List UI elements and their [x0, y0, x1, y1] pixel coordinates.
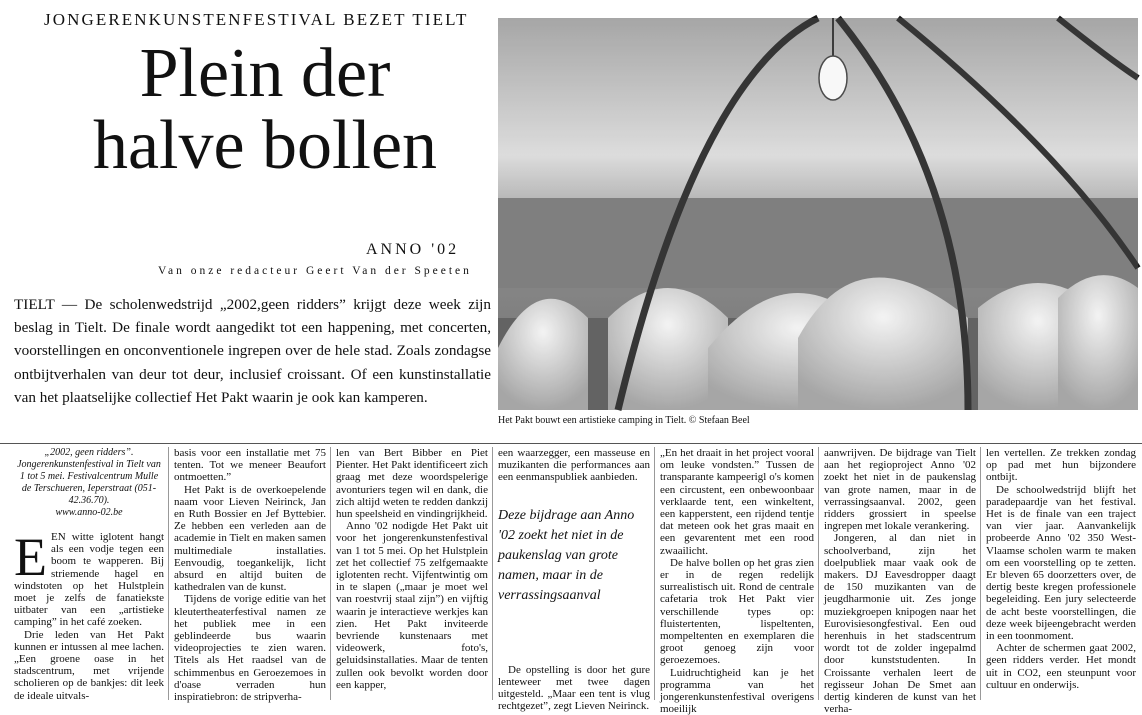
headline-line-2: halve bollen	[92, 107, 438, 184]
column-5-paragraph-3: Luidruchtigheid kan je het programma van het jongerenkunstenfestival overigens moeilijk	[660, 666, 814, 715]
byline: Van onze redacteur Geert Van der Speeten	[158, 265, 472, 277]
info-box	[14, 447, 164, 519]
column-divider	[330, 447, 331, 700]
article-headline	[40, 35, 490, 184]
column-4-paragraph-2: De opstelling is door het gure lenteweer met twee dagen uitgesteld. „Maar een tent is vlug rechtgezet”, zegt Lieven Neirinck.	[498, 663, 650, 713]
lead-paragraph: TIELT — De scholenwedstrijd „2002,geen ridders” krijgt deze week zijn beslag in Tielt. De finale wordt aangedikt tot een happening, met concerten, voorstellingen en onconventionele ingrepen over de hele stad. Zoals zondagse ontbijtverhalen van deur tot deur, inclusief croissant. Of een kunstinstallatie van het plaatselijke collectief Het Pakt waarin je ook kan kamperen.	[14, 296, 491, 406]
column-5-paragraph-2: De halve bollen op het gras zien er in de regen redelijk surrealistisch uit. Rond de centrale cafetaria trok Het Pakt vier verschillende types op: fluistertenten, lispeltenten, mompeltenten en exemplaren die groot genoeg zijn voor geroezemoes.	[660, 556, 814, 667]
column-4	[498, 447, 650, 713]
column-5	[660, 447, 814, 715]
info-box-url: www.anno-02.be	[55, 507, 123, 518]
column-3	[336, 447, 488, 700]
column-divider	[980, 447, 981, 700]
column-2-paragraph-2: Het Pakt is de overkoepelende naam voor Lieven Neirinck, Jan en Ruth Bossier en Jef Byttebier. Ze hebben een verleden aan de academie in Tielt en maken samen multimediale installaties. Eenvoudig, toegankelijk, licht absurd en altijd buiten de kathedralen van de kunst.	[174, 483, 326, 594]
column-3-paragraph-2: Anno '02 nodigde Het Pakt uit voor het jongerenkunstenfestival van 1 tot 5 mei. Op het Hulstplein zet het collectief 75 zelfgemaakte iglotenten recht. Vijfentwintig om in te slapen („maar je moet wel van roestvrij staal zijn”) en vijftig waarin je interactieve werkjes kan zien. Het Pakt inviteerde bevriende kunstenaars met videowerk, foto's, geluidsinstallaties. Maar de tenten zullen ook bevolkt worden door een kapper,	[336, 520, 488, 691]
column-2-paragraph-1: basis voor een installatie met 75 tenten. Tot we meneer Beaufort ontmoetten.”	[174, 447, 326, 484]
column-7-paragraph-3: Achter de schermen gaat 2002, geen ridders verder. Het mondt uit in CO2, een steunpunt voor cultuur en onderwijs.	[986, 642, 1136, 691]
column-3-paragraph-1: len van Bert Bibber en Piet Pienter. Het Pakt identificeert zich graag met deze woordspelerige avonturiers tegen wil en dank, die zich altijd weten te redden dankzij hun speelsheid en vindingrijkheid.	[336, 447, 488, 521]
article-kicker: JONGERENKUNSTENFESTIVAL BEZET TIELT	[44, 10, 469, 29]
column-4-paragraph-1: een waarzegger, een masseuse en muzikanten die performances aan een eenmanspubliek aanbieden.	[498, 447, 650, 484]
headline-line-1: Plein der	[139, 35, 391, 112]
tent-photo-illustration	[498, 18, 1138, 410]
column-1-paragraph-1	[14, 527, 164, 629]
column-5-paragraph-1: „En het draait in het project vooral om leuke vondsten.” Tussen de transparante kampeerigl o's komen een circustent, een onbewoonbaar verklaarde tent, een winkeltent, een kapperstent, een rijdend tentje dat meteen ook het gras maait en een gevarentent met een rood zwaailicht.	[660, 447, 814, 557]
section-divider	[0, 443, 1142, 444]
column-6-paragraph-1: aanwrijven. De bijdrage van Tielt aan het regioproject Anno '02 zoekt het niet in de paukenslag van grote namen, maar in de verrassingsaanval. 2002, geen ridders grossiert in speelse ingrepen met lokale verankering.	[824, 447, 976, 533]
column-7-paragraph-2: De schoolwedstrijd blijft het paradepaardje van het festival. Het is de finale van een traject van vier jaar. Aanvankelijk probeerde Anno '02 350 West-Vlaamse scholen warm te maken om een voorstelling op te zetten. Er bleven 65 doorzetters over, de dertig beste kregen professionele begeleiding. Een jury selecteerde de acht beste voorstellingen, die deze week bijeengebracht werden in een toonmoment.	[986, 483, 1136, 643]
column-1-text: EN witte iglotent hangt als een vodje tegen een boom te wapperen. Bij striemende hagel en windstoten op het Hulstplein moet je zelfs de fanatiekste uitbater van een „artistieke camping” in het café zoeken.	[14, 531, 164, 629]
column-1	[14, 447, 164, 700]
column-divider	[654, 447, 655, 700]
photo-caption: Het Pakt bouwt een artistieke camping in Tielt. © Stefaan Beel	[498, 415, 750, 426]
section-label: ANNO '02	[366, 241, 460, 258]
column-divider	[818, 447, 819, 700]
column-6-paragraph-2: Jongeren, al dan niet in schoolverband, zijn het doelpubliek maar vaak ook de makers. DJ Eavesdropper daagt de 150 muzikanten van de jeugdharmonie uit. Zes jonge muziekgroepen knipogen naar het Eurovisiesongfestival. Een oud herenhuis in het stadscentrum wordt tot de zolder ingepalmd door kunststudenten. In Croissante verhalen leert de regisseur Johan De Smet aan dertig kinderen de kunst van het verha-	[824, 532, 976, 715]
column-7	[986, 447, 1136, 700]
column-6	[824, 447, 976, 715]
column-1-paragraph-2: Drie leden van Het Pakt kunnen er intussen al mee lachen. „Een groene oase in het stadscentrum, met vrijende scholieren op de bankjes: dit leek de ideale uitvals-	[14, 628, 164, 702]
column-divider	[168, 447, 169, 700]
column-2-paragraph-3: Tijdens de vorige editie van het kleutertheaterfestival namen ze het publiek mee in een geblindeerde bus waarin videoprojecties te zien waren. Titels als Het raadsel van de schimmenbus en Geroezemoes in d'oase verraden hun inspiratiebron: de stripverha-	[174, 593, 326, 704]
info-box-text: „2002, geen ridders”. Jongerenkunstenfestival in Tielt van 1 tot 5 mei. Festivalcentrum Mulle de Terschueren, Ieperstraat (051-42.36.70).	[17, 447, 161, 506]
column-2	[174, 447, 326, 704]
pull-quote: Deze bijdrage aan Anno '02 zoekt het niet in de paukenslag van grote namen, maar in de verrassingsaanval	[498, 507, 635, 603]
tent-photo	[498, 18, 1138, 410]
column-divider	[492, 447, 493, 700]
column-7-paragraph-1: len vertellen. Ze trekken zondag op pad met hun bijzondere ontbijt.	[986, 447, 1136, 484]
drop-cap: E	[14, 527, 47, 587]
